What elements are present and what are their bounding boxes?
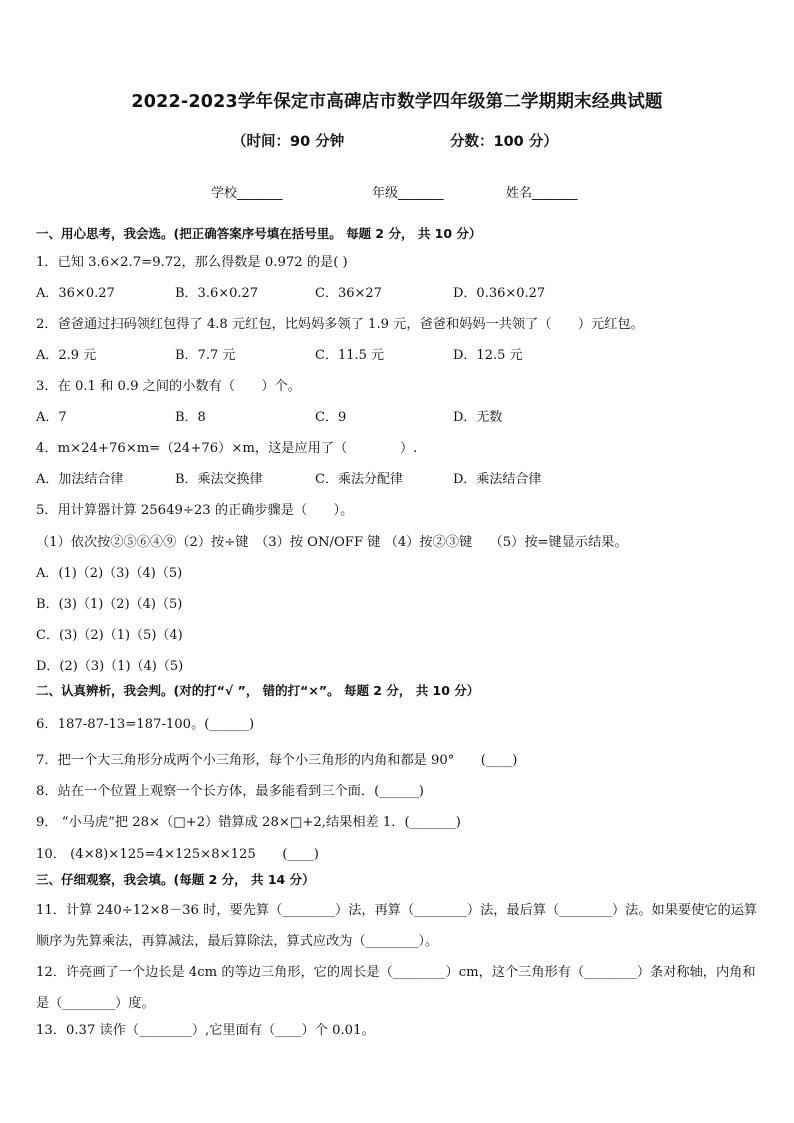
q1-option-d: D．0.36×0.27 xyxy=(453,286,546,301)
q2-option-d: D．12.5 元 xyxy=(453,348,523,363)
question-3: 3．在 0.1 和 0.9 之间的小数有（ ）个。 xyxy=(36,379,301,394)
q5-option-d: D．(2)（3)（1)（4)（5) xyxy=(36,659,184,674)
q5-option-b: B．(3)（1)（2)（4)（5) xyxy=(36,597,183,612)
q3-option-a: A．7 xyxy=(36,410,67,425)
q3-option-c: C．9 xyxy=(315,410,347,425)
question-10: 10． (4×8)×125=4×125×8×125 (____) xyxy=(36,847,319,862)
q5-steps: （1）依次按②⑤⑥④⑨（2）按÷键 （3）按 ON/OFF 键 （4）按②③键 （5）按=键显示结果。 xyxy=(36,535,628,550)
exam-score: 分数：100 分） xyxy=(450,134,558,150)
section-3-heading: 三、仔细观察，我会填。(每题 2 分， 共 14 分） xyxy=(36,872,315,887)
q1-option-a: A．36×0.27 xyxy=(36,286,115,301)
exam-time: （时间：90 分钟 xyxy=(232,134,345,150)
q4-option-b: B．乘法交换律 xyxy=(175,472,263,487)
section-2-heading: 二、认真辨析，我会判。(对的打“√ ”， 错的打“×”。 每题 2 分， 共 10 分） xyxy=(36,683,480,698)
school-field: 学校_______ xyxy=(211,186,283,201)
question-6: 6．187-87-13=187-100。(______) xyxy=(36,717,255,732)
question-13: 13．0.37 读作（________）,它里面有（____）个 0.01。 xyxy=(36,1023,375,1038)
name-field: 姓名_______ xyxy=(506,186,578,201)
q4-option-c: C．乘法分配律 xyxy=(315,472,403,487)
q3-option-b: B．8 xyxy=(175,410,206,425)
q5-option-c: C．(3)（2)（1)（5)（4) xyxy=(36,628,183,643)
q5-option-a: A．(1)（2)（3)（4)（5) xyxy=(36,566,183,581)
q2-option-b: B．7.7 元 xyxy=(175,348,236,363)
question-4: 4．m×24+76×m=（24+76）×m，这是应用了（ ）. xyxy=(36,441,418,456)
question-9: 9． “小马虎”把 28×（□+2）错算成 28×□+2,结果相差 1．(_______) xyxy=(36,815,461,830)
q3-option-d: D．无数 xyxy=(453,410,503,425)
q2-option-a: A．2.9 元 xyxy=(36,348,97,363)
question-12: 12．许亮画了一个边长是 4cm 的等边三角形，它的周长是（________）cm，这个三角形有（________）条对称轴，内角和是（________）度。 xyxy=(36,965,756,1011)
section-1-heading: 一、用心思考，我会选。(把正确答案序号填在括号里。 每题 2 分， 共 10 分） xyxy=(36,226,482,241)
q1-option-b: B．3.6×0.27 xyxy=(175,286,259,301)
question-2: 2．爸爸通过扫码领红包得了 4.8 元红包，比妈妈多领了 1.9 元，爸爸和妈妈一共领了（ ）元红包。 xyxy=(36,317,644,332)
question-7: 7．把一个大三角形分成两个小三角形，每个小三角形的内角和都是 90° (____) xyxy=(36,753,518,768)
question-1: 1．已知 3.6×2.7=9.72，那么得数是 0.972 的是( ) xyxy=(36,255,348,270)
question-5: 5．用计算器计算 25649÷23 的正确步骤是（ ）。 xyxy=(36,503,354,518)
question-11: 11．计算 240÷12×8－36 时，要先算（________）法，再算（________）法，最后算（________）法。如果要使它的运算顺序为先算乘法，再算减法，最后算除法，算式应改为（________）。 xyxy=(36,903,758,949)
q4-option-a: A．加法结合律 xyxy=(36,472,124,487)
q1-option-c: C．36×27 xyxy=(315,286,382,301)
q2-option-c: C．11.5 元 xyxy=(315,348,385,363)
q4-option-d: D．乘法结合律 xyxy=(453,472,542,487)
exam-title: 2022-2023学年保定市高碑店市数学四年级第二学期期末经典试题 xyxy=(131,92,663,112)
question-8: 8．站在一个位置上观察一个长方体，最多能看到三个面．(______) xyxy=(36,784,424,799)
grade-field: 年级_______ xyxy=(372,186,444,201)
